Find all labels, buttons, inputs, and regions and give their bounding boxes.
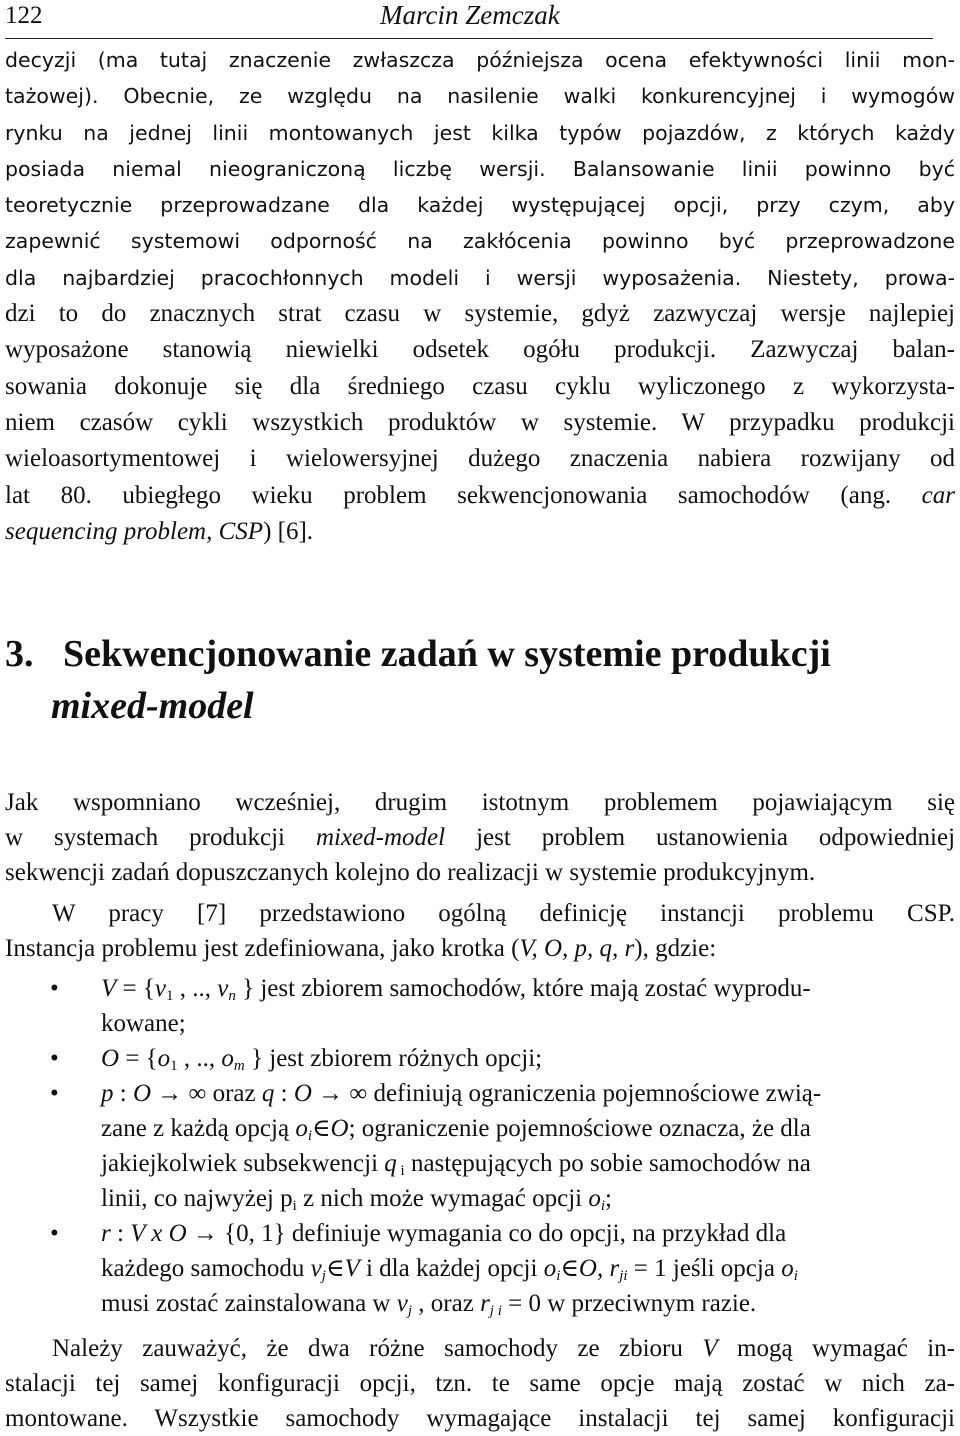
text-span: mogą wymagać in- (737, 1335, 955, 1362)
bullet-icon: • (50, 975, 59, 1002)
text-span: w przeciwnym razie. (547, 1290, 757, 1317)
text-span: car (921, 481, 955, 509)
section-heading-line (5, 628, 955, 680)
list-item-continuation: kowane; (101, 1010, 186, 1037)
text-line (5, 478, 955, 514)
text-span: Instancja problemu jest zdefiniowana, jako krotka ( (5, 935, 520, 962)
text-line: dzi to do znacznych strat czasu w systemie, gdyż zazwyczaj wersje najlepiej (5, 300, 955, 328)
text-span: dla najbardziej pracochłonnych modeli i wersji wyposażenia. (5, 265, 742, 290)
text-span: sequencing problem, CSP (5, 517, 264, 545)
text-line: montowane. Wszystkie samochody wymagające instalacji tej samej konfiguracji (5, 1405, 955, 1432)
text-span: z nich może wymagać opcji (303, 1185, 583, 1212)
text-span: następujących po sobie samochodów na (410, 1150, 811, 1177)
text-line: sowania dokonuje się dla średniego czasu cyklu wyliczonego z wykorzysta- (5, 372, 955, 400)
text-span: ; ograniczenie pojemnościowe oznacza, że dla (348, 1115, 811, 1142)
text-span: posiada niemal nieograniczoną liczbę wersji. (5, 156, 546, 181)
text-line: wieloasortymentowej i wielowersyjnej dużego znaczenia nabiera rozwijany od (5, 445, 955, 473)
text-line: Jak wspomniano wcześniej, drugim istotnym problemem pojawiającym się (5, 789, 955, 816)
paragraph (5, 785, 955, 890)
bullet-icon: • (50, 1045, 59, 1072)
text-line (5, 151, 955, 187)
definition-list (5, 971, 955, 1321)
text-span: jest problem ustanowienia odpowiedniej (476, 824, 956, 851)
text-span: w systemach produkcji (5, 824, 285, 851)
text-span: ), gdzie: (634, 935, 717, 962)
running-header (5, 0, 933, 39)
text-line: zapewnić systemowi odporność na zakłócenia powinno być przeprowadzone (5, 229, 955, 254)
text-span: Niestety, prowa- (767, 265, 955, 290)
text-line: W pracy [7] przedstawiono ogólną definicję instancji problemu CSP. (52, 900, 955, 927)
text-line (5, 1331, 955, 1366)
section-title: Sekwencjonowanie zadań w systemie produkcji (63, 633, 831, 675)
text-line: decyzji (ma tutaj znaczenie zwłaszcza późniejsza ocena efektywności linii mon- (5, 48, 955, 72)
bullet-icon: • (50, 1220, 59, 1247)
text-line: niem czasów cykli wszystkich produktów w systemie. W przypadku produkcji (5, 408, 955, 436)
intro-paragraph (5, 42, 955, 550)
bullet-icon: • (50, 1080, 59, 1107)
text-span: lat 80. ubiegłego wieku problem sekwencjonowania samochodów (ang. (5, 481, 892, 509)
list-item: • $V = \{v_1$ , .., $v_n$ } jest zbiorem samochodów, które mają zostać wyprodu- (5, 971, 955, 1006)
page-number: 122 (5, 2, 43, 29)
text-line: tażowej). Obecnie, ze względu na nasilenie walki konkurencyjnej i wymogów (5, 84, 955, 109)
text-line: rynku na jednej linii montowanych jest kilka typów pojazdów, z których każdy (5, 120, 955, 145)
list-item: • $O = \{o_1$ , .., $o_m$ } jest zbiorem różnych opcji; (5, 1041, 955, 1076)
text-span: V, O, p, q, r (519, 935, 635, 962)
text-span: definiują ograniczenia pojemnościowe zwią- (373, 1080, 822, 1107)
text-span: V (702, 1335, 718, 1362)
section-heading (5, 628, 955, 732)
text-line (5, 514, 955, 550)
section-title-italic: mixed-model (51, 685, 254, 727)
text-line: sekwencji zadań dopuszczanych kolejno do realizacji w systemie produkcyjnym. (5, 859, 816, 886)
text-line (5, 820, 955, 855)
list-item-continuation: musi zostać zainstalowana w $v_j$ , oraz $r_{j i} = 0$ w przeciwnym razie. (101, 1290, 757, 1319)
text-span: Balansowanie linii powinno być (572, 156, 955, 181)
paragraph (5, 1331, 955, 1436)
text-line (5, 931, 955, 966)
text-line: stalacji tej samej konfiguracji opcji, tzn. te same opcje mają zostać w nich za- (5, 1370, 955, 1397)
text-span: ) [6]. (263, 517, 314, 545)
running-author: Marcin Zemczak (380, 0, 560, 30)
list-item-continuation: zane z każdą opcją $o_i\in O$; ograniczenie pojemnościowe oznacza, że dla (101, 1115, 811, 1144)
text-line (5, 260, 955, 296)
list-item-continuation: każdego samochodu $v_j\in V$ i dla każdej opcji $o_i\in O$, $r_{ji} = 1$ jeśli opcja $o_i$ (101, 1255, 798, 1284)
text-span: jest zbiorem samochodów, które mają zostać wyprodu- (260, 975, 811, 1002)
paragraph (5, 896, 955, 966)
text-span: jest zbiorem różnych opcji; (269, 1045, 543, 1072)
list-item: • r : V x O → {0, 1} definiuje wymagania co do opcji, na przykład dla (5, 1216, 955, 1251)
list-item-continuation: linii, co najwyżej $p_i$ z nich może wymagać opcji $o_i$; (101, 1185, 612, 1214)
text-span: Należy zauważyć, że dwa różne samochody ze zbioru (52, 1335, 683, 1362)
text-span: definiuje wymagania co do opcji, na przykład dla (291, 1220, 787, 1247)
list-item-continuation: jakiejkolwiek subsekwencji q $_i$ następujących po sobie samochodów na (101, 1150, 811, 1179)
list-item: • p : O → ∞ oraz q : O → ∞ definiują ograniczenia pojemnościowe zwią- (5, 1076, 955, 1111)
text-line: teoretycznie przeprowadzane dla każdej występującej opcji, przy czym, aby (5, 193, 955, 218)
text-line: wyposażone stanowią niewielki odsetek ogółu produkcji. Zazwyczaj balan- (5, 336, 955, 364)
section-number: 3. (5, 633, 34, 675)
text-span: mixed-model (315, 824, 446, 851)
